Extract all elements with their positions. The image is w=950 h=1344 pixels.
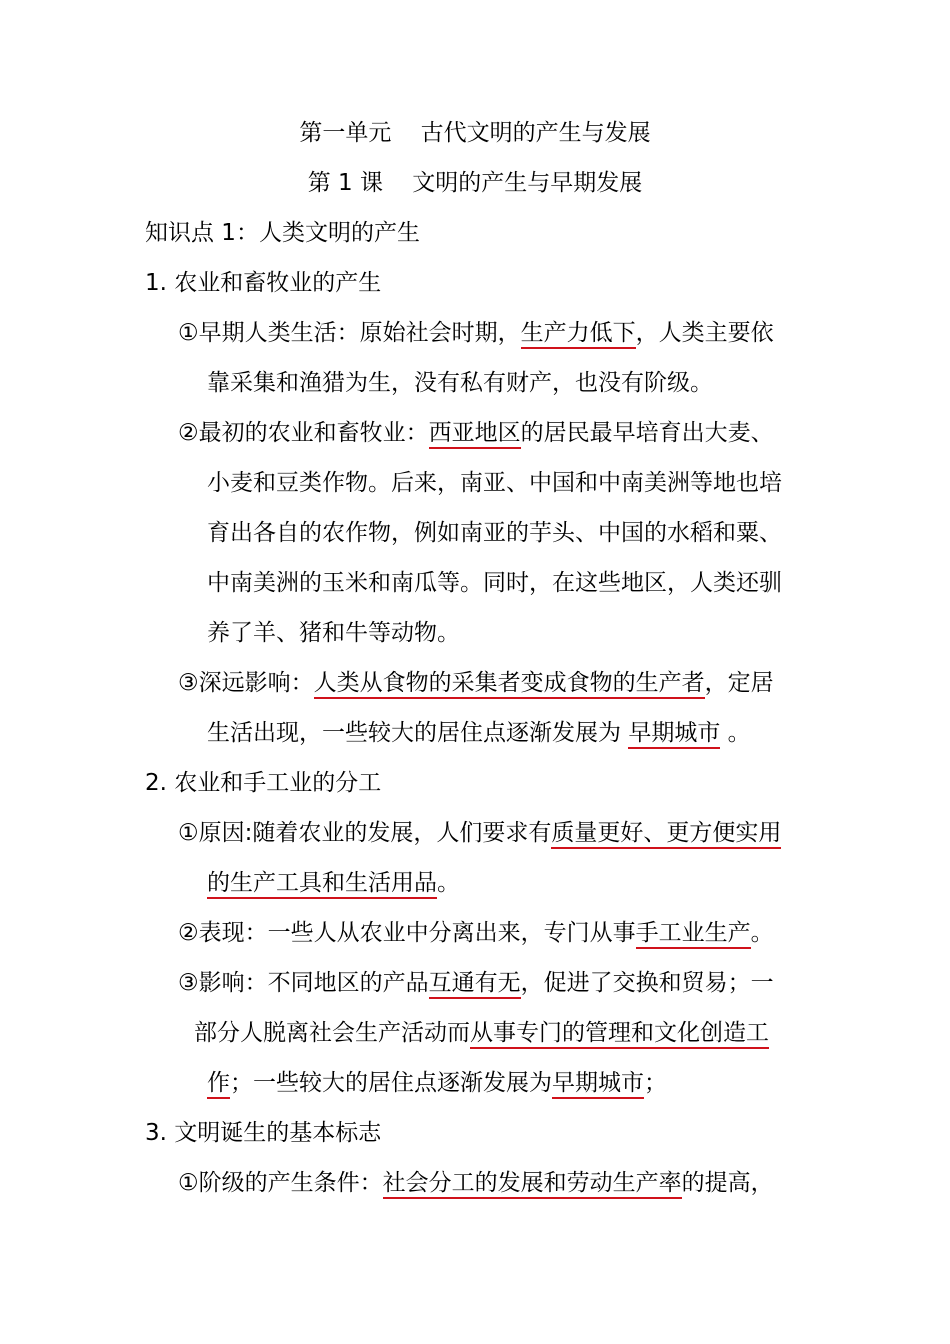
item-text: 生活出现，一些较大的居住点逐渐发展为 [207,720,629,746]
section-heading: 2. 农业和手工业的分工 [145,770,382,796]
underlined-keyword: 质量更好、更方便实用 [551,820,781,849]
knowledge-point-heading: 知识点 1：人类文明的产生 [145,220,420,246]
item-number: ③ [178,670,199,696]
item-continuation: 养了羊、猪和牛等动物。 [207,620,460,646]
section-heading: 1. 农业和畜牧业的产生 [145,270,382,296]
item-continuation: 靠采集和渔猎为生，没有私有财产，也没有阶级。 [207,370,713,396]
item-number: ② [178,420,199,446]
item-text: 最初的农业和畜牧业： [198,420,429,446]
underlined-keyword: 互通有无 [429,970,521,999]
item-text: ，人类主要依 [635,320,774,346]
item-text: 阶级的产生条件： [198,1170,383,1196]
underlined-keyword: 西亚地区 [429,420,521,449]
item-continuation [207,718,751,748]
underlined-keyword: 手工业生产 [636,920,751,949]
item-continuation [207,1068,667,1098]
item-text: 。 [437,870,460,896]
item-text: 早期人类生活：原始社会时期， [198,320,521,346]
item-text: ，定居 [704,670,774,696]
item-continuation: 中南美洲的玉米和南瓜等。同时，在这些地区，人类还驯 [207,570,782,596]
underlined-keyword: 早期城市 [628,720,720,749]
section-heading: 3. 文明诞生的基本标志 [145,1120,382,1146]
list-item [178,918,774,948]
unit-title: 第一单元 古代文明的产生与发展 [299,120,651,146]
list-item [178,668,774,698]
item-text: 深远影响： [198,670,314,696]
item-continuation: 小麦和豆类作物。后来，南亚、中国和中南美洲等地也培 [207,470,782,496]
item-text: ； [644,1070,667,1096]
item-text: ；一些较大的居住点逐渐发展为 [230,1070,552,1096]
list-item [178,1168,774,1198]
underlined-keyword: 作 [207,1070,230,1099]
item-text: 影响：不同地区的产品 [198,970,429,996]
item-text: 原因:随着农业的发展，人们要求有 [198,820,552,846]
list-item [178,818,781,848]
item-continuation [207,868,460,898]
lesson-title: 第 1 课 文明的产生与早期发展 [307,170,643,196]
item-number: ③ [178,970,199,996]
list-item [178,968,774,998]
underlined-keyword: 的生产工具和生活用品 [207,870,437,899]
item-number: ① [178,820,199,846]
list-item [178,318,774,348]
item-continuation: 育出各自的农作物，例如南亚的芋头、中国的水稻和粟、 [207,520,782,546]
item-text: 表现：一些人从农业中分离出来，专门从事 [198,920,636,946]
underlined-keyword: 人类从食物的采集者变成食物的生产者 [314,670,705,699]
item-number: ① [178,320,199,346]
underlined-keyword: 从事专门的管理和文化创造工 [470,1020,769,1049]
item-text: 。 [750,920,774,946]
list-item [178,418,774,448]
underlined-keyword: 社会分工的发展和劳动生产率 [383,1170,682,1199]
underlined-keyword: 早期城市 [552,1070,644,1099]
item-text: ，促进了交换和贸易；一 [520,970,774,996]
item-number: ② [178,920,199,946]
item-text: 。 [720,720,751,746]
item-text: 的居民最早培育出大麦、 [520,420,774,446]
item-number: ① [178,1170,199,1196]
item-text: 部分人脱离社会生产活动而 [194,1020,470,1046]
underlined-keyword: 生产力低下 [521,320,636,349]
item-text: 的提高， [681,1170,774,1196]
item-continuation [194,1018,769,1048]
